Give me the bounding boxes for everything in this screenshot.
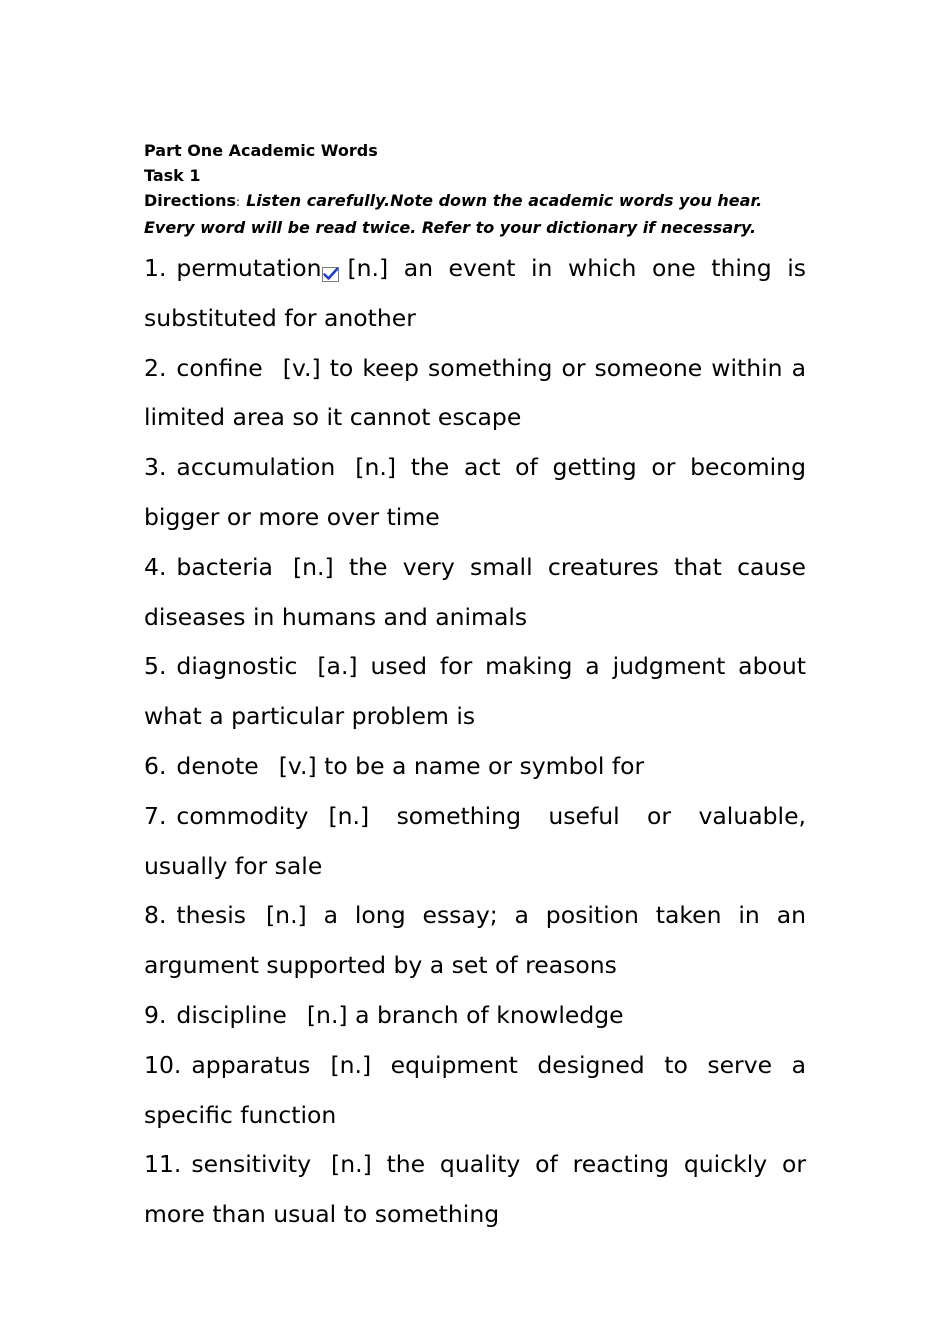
entry-pos: [n.] xyxy=(331,1150,372,1179)
entry-number: 1. xyxy=(144,254,167,282)
entry-pos: [n.] xyxy=(328,801,370,830)
word-entry xyxy=(144,543,806,643)
entry-number: 7. xyxy=(144,801,167,830)
entry-term: permutation xyxy=(176,254,322,282)
entry-definition: equipment designed to serve a specific function xyxy=(144,1050,806,1129)
entry-number: 4. xyxy=(144,552,167,581)
entry-definition: a branch of knowledge xyxy=(355,1000,624,1029)
entry-pos: [v.] xyxy=(282,353,321,382)
directions-label: Directions xyxy=(144,191,237,210)
entry-definition: to be a name or symbol for xyxy=(324,751,645,780)
word-entry xyxy=(144,991,806,1041)
entry-pos: [a.] xyxy=(317,652,358,681)
entry-definition: used for making a judgment about what a particular problem is xyxy=(144,652,806,731)
entry-definition: the act of getting or becoming bigger or more over time xyxy=(144,453,806,531)
word-entry xyxy=(144,443,806,543)
entry-term: diagnostic xyxy=(176,652,298,681)
directions-colon: : xyxy=(236,195,241,209)
entry-pos: [n.] xyxy=(306,1000,348,1029)
entry-definition: the quality of reacting quickly or more than usual to something xyxy=(144,1150,806,1229)
entry-definition: a long essay; a position taken in an argument supported by a set of reasons xyxy=(144,901,806,980)
entry-term: commodity xyxy=(176,801,309,830)
entry-number: 2. xyxy=(144,353,167,382)
word-entry xyxy=(144,792,806,892)
entry-term: accumulation xyxy=(176,453,336,482)
checkbox-checked-icon[interactable] xyxy=(322,266,339,283)
task-title: Task 1 xyxy=(144,166,201,185)
word-list xyxy=(144,244,806,1240)
word-entry xyxy=(144,642,806,742)
directions xyxy=(144,188,806,240)
entry-number: 5. xyxy=(144,652,167,681)
word-entry xyxy=(144,344,806,444)
word-entry xyxy=(144,244,806,344)
entry-pos: [n.] xyxy=(347,254,389,282)
directions-text: Listen carefully.Note down the academic words you hear. Every word will be read twice. Refer to your dictionary if necessary. xyxy=(144,191,763,237)
entry-number: 10. xyxy=(144,1050,182,1079)
entry-term: denote xyxy=(176,751,259,780)
entry-pos: [n.] xyxy=(266,901,307,930)
entry-number: 3. xyxy=(144,453,167,482)
part-title: Part One Academic Words xyxy=(144,141,378,160)
entry-definition: something useful or valuable, usually for sale xyxy=(144,801,806,880)
entry-pos: [n.] xyxy=(330,1050,372,1079)
word-entry xyxy=(144,1041,806,1141)
entry-definition: the very small creatures that cause diseases in humans and animals xyxy=(144,552,806,631)
entry-pos: [n.] xyxy=(292,552,334,581)
entry-definition: to keep something or someone within a limited area so it cannot escape xyxy=(144,353,806,432)
entry-term: bacteria xyxy=(176,552,273,581)
entry-term: thesis xyxy=(176,901,247,930)
entry-term: confine xyxy=(176,353,263,382)
entry-number: 11. xyxy=(144,1150,182,1179)
entry-pos: [v.] xyxy=(278,751,317,780)
word-entry xyxy=(144,1140,806,1240)
word-entry xyxy=(144,742,806,792)
entry-pos: [n.] xyxy=(355,453,396,482)
entry-term: discipline xyxy=(176,1000,287,1029)
entry-number: 6. xyxy=(144,751,167,780)
entry-definition: an event in which one thing is substituted for another xyxy=(144,254,806,332)
entry-number: 8. xyxy=(144,901,167,930)
document-page xyxy=(144,138,806,1240)
entry-number: 9. xyxy=(144,1000,167,1029)
entry-term: apparatus xyxy=(191,1050,311,1079)
entry-term: sensitivity xyxy=(191,1150,312,1179)
word-entry xyxy=(144,891,806,991)
